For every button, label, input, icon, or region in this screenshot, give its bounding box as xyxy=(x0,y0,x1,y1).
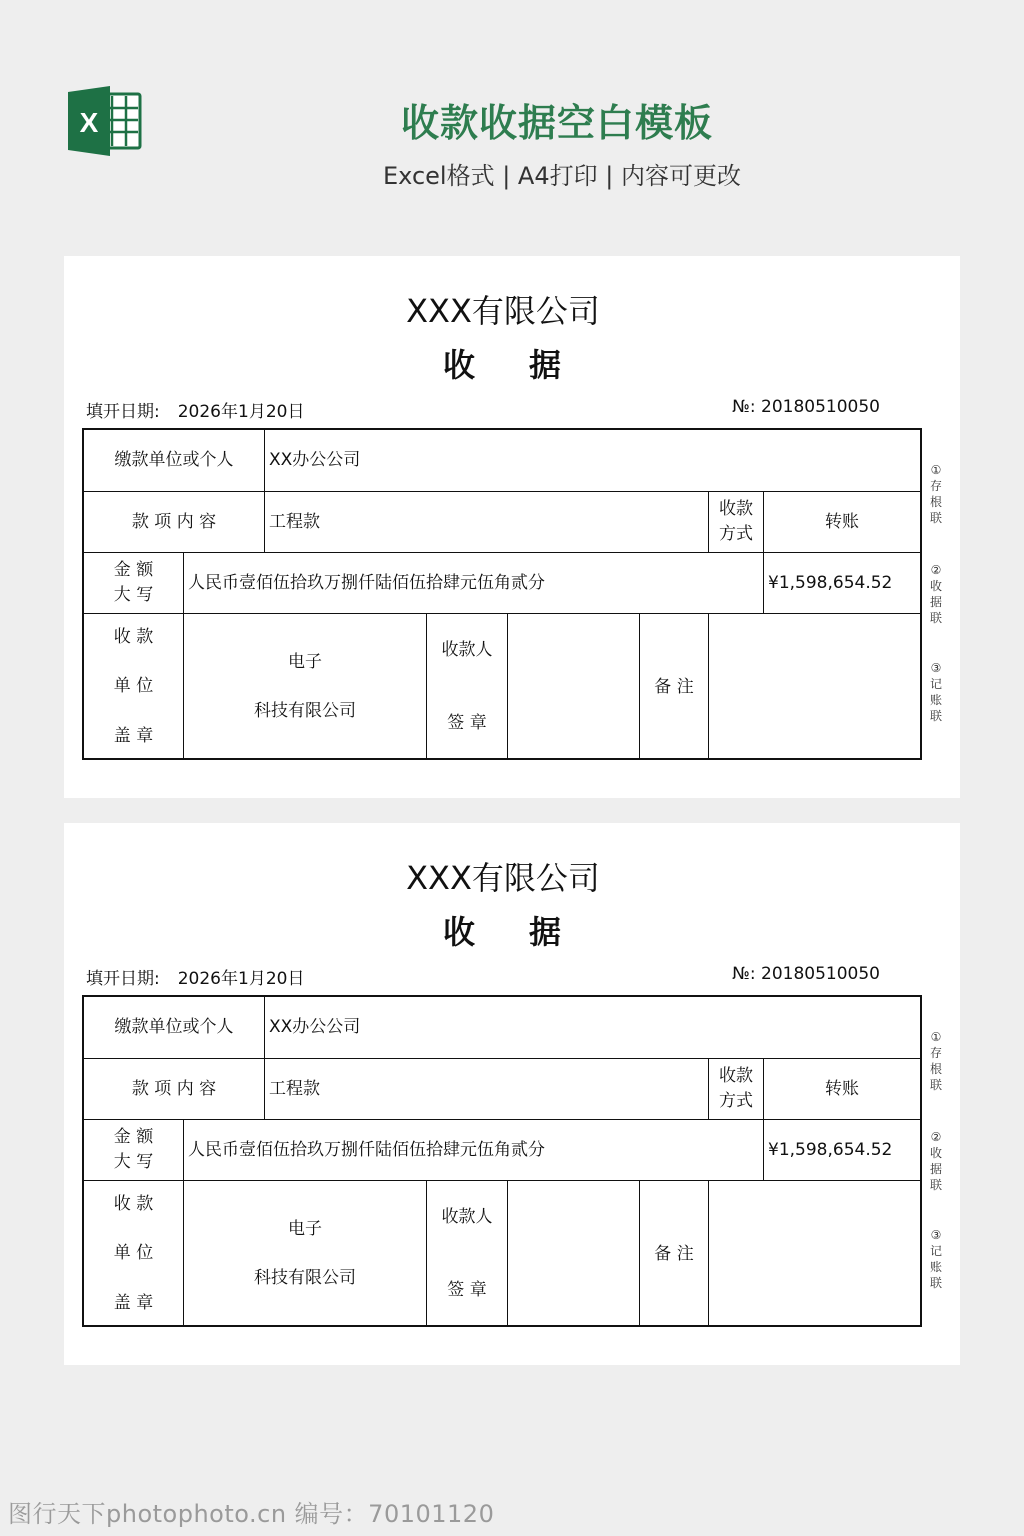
receipt-number xyxy=(732,964,880,984)
page-header xyxy=(0,0,1024,230)
remark-field[interactable] xyxy=(708,1180,920,1327)
side-label-receipt: ② 收 据 联 xyxy=(929,1130,942,1192)
amount-label: 金 额 大 写 xyxy=(84,1119,183,1180)
payer-label: 缴款单位或个人 xyxy=(114,1017,234,1038)
payer-value: XX办公公司 xyxy=(264,430,920,491)
receipt-number-label: №: xyxy=(732,964,756,984)
receipt-number-value: 20180510050 xyxy=(761,964,880,984)
receipt-sheet xyxy=(64,256,960,798)
receipt-number-value: 20180510050 xyxy=(761,397,880,417)
side-label-stub: ① 存 根 联 xyxy=(929,1030,942,1092)
watermark: 图行天下photophoto.cn 编号：70101120 xyxy=(8,1500,495,1528)
item-label: 款 项 内 容 xyxy=(84,1058,264,1119)
payer-value: XX办公公司 xyxy=(264,997,920,1058)
payee-unit-stamp: 电子 科技有限公司 xyxy=(183,613,426,760)
amount-in-figures: ¥1,598,654.52 xyxy=(763,1119,920,1180)
payment-method-value: 转账 xyxy=(763,491,920,552)
amount-label: 金 额 大 写 xyxy=(84,552,183,613)
issue-date-value: 2026年1月20日 xyxy=(177,402,305,422)
document-title: 收 据 xyxy=(442,913,564,951)
page-subtitle: Excel格式 | A4打印 | 内容可更改 xyxy=(383,162,741,190)
payee-unit-stamp: 电子 科技有限公司 xyxy=(183,1180,426,1327)
svg-text:X: X xyxy=(79,107,99,138)
payee-signature-label: 收款人 签 章 xyxy=(426,613,507,760)
item-value: 工程款 xyxy=(264,491,708,552)
receipt-sheet xyxy=(64,823,960,1365)
receipt-table xyxy=(82,995,922,1327)
issue-date xyxy=(86,964,304,989)
item-label: 款 项 内 容 xyxy=(84,491,264,552)
payee-signature-field[interactable] xyxy=(507,613,639,760)
amount-in-words: 人民币壹佰伍拾玖万捌仟陆佰伍拾肆元伍角贰分 xyxy=(183,552,763,613)
company-name: XXX有限公司 xyxy=(406,292,600,330)
receipt-number xyxy=(732,397,880,417)
payer-label: 缴款单位或个人 xyxy=(114,450,234,471)
payee-signature-label: 收款人 签 章 xyxy=(426,1180,507,1327)
side-label-account: ③ 记 账 联 xyxy=(929,661,942,723)
page-title: 收款收据空白模板 xyxy=(400,101,713,145)
company-name: XXX有限公司 xyxy=(406,859,600,897)
issue-date xyxy=(86,397,304,422)
issue-date-label: 填开日期: xyxy=(86,402,160,422)
payee-unit-stamp-label: 收 款 单 位 盖 章 xyxy=(84,1180,183,1327)
remark-label: 备 注 xyxy=(639,613,708,760)
payee-unit-stamp-label: 收 款 单 位 盖 章 xyxy=(84,613,183,760)
item-value: 工程款 xyxy=(264,1058,708,1119)
remark-label: 备 注 xyxy=(639,1180,708,1327)
amount-in-figures: ¥1,598,654.52 xyxy=(763,552,920,613)
payment-method-label: 收款 方式 xyxy=(708,491,763,552)
amount-in-words: 人民币壹佰伍拾玖万捌仟陆佰伍拾肆元伍角贰分 xyxy=(183,1119,763,1180)
side-label-stub: ① 存 根 联 xyxy=(929,463,942,525)
document-title: 收 据 xyxy=(442,346,564,384)
side-label-receipt: ② 收 据 联 xyxy=(929,563,942,625)
issue-date-label: 填开日期: xyxy=(86,969,160,989)
side-label-account: ③ 记 账 联 xyxy=(929,1228,942,1290)
payment-method-label: 收款 方式 xyxy=(708,1058,763,1119)
receipt-number-label: №: xyxy=(732,397,756,417)
payment-method-value: 转账 xyxy=(763,1058,920,1119)
remark-field[interactable] xyxy=(708,613,920,760)
issue-date-value: 2026年1月20日 xyxy=(177,969,305,989)
payee-signature-field[interactable] xyxy=(507,1180,639,1327)
receipt-table xyxy=(82,428,922,760)
